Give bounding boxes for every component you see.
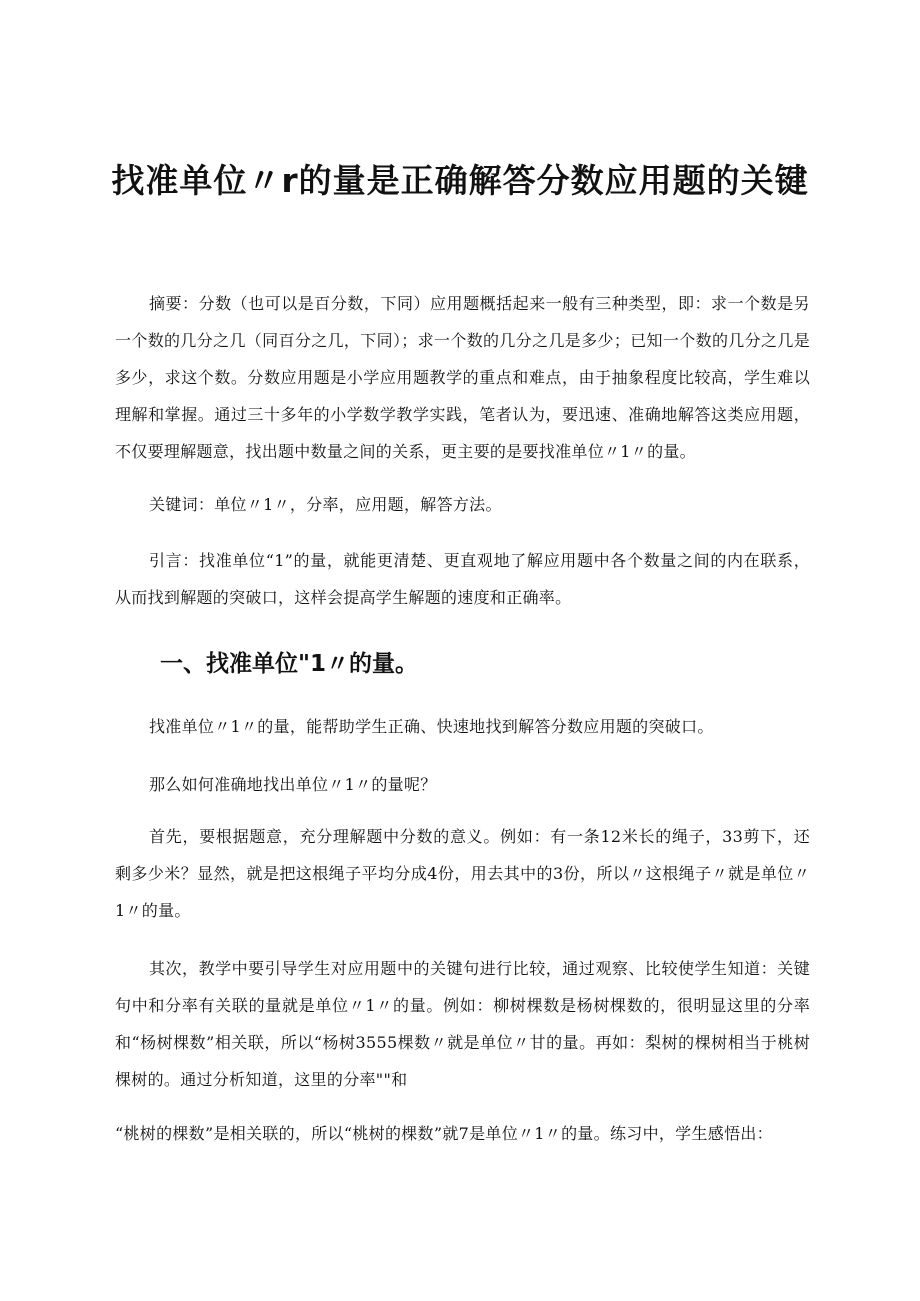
body-paragraph-5: “桃树的棵数”是相关联的，所以“桃树的棵数”就7是单位〃1〃的量。练习中，学生感悟出： — [115, 1124, 773, 1143]
body-paragraph-3: 首先，要根据题意，充分理解题中分数的意义。例如：有一条12米长的绳子，33剪下，还剩多少米？显然，就是把这根绳子平均分成4份，用去其中的3份，所以〃这根绳子〃就是单位〃1〃的量。 — [115, 827, 810, 920]
intro-paragraph: 引言：找准单位“1”的量，就能更清楚、更直观地了解应用题中各个数量之间的内在联系，从而找到解题的突破口，这样会提高学生解题的速度和正确率。 — [115, 551, 810, 607]
document-title: 找准单位〃r的量是正确解答分数应用题的关键 — [111, 161, 809, 200]
body-paragraph-2: 那么如何准确地找出单位〃1〃的量呢？ — [149, 775, 437, 794]
body-paragraph-1: 找准单位〃1〃的量，能帮助学生正确、快速地找到解答分数应用题的突破口。 — [149, 717, 714, 736]
body-paragraph-4: 其次，教学中要引导学生对应用题中的关键句进行比较，通过观察、比较使学生知道：关键句中和分率有关联的量就是单位〃1〃的量。例如：柳树棵数是杨树棵数的，很明显这里的分率和“杨树棵数”相关联，所以“杨树3555棵数〃就是单位〃甘的量。再如：梨树的棵树相当于桃树棵树的。通过分析知道，这里的分率""和 — [115, 959, 810, 1089]
keywords-line: 关键词：单位〃1〃，分率，应用题，解答方法。 — [149, 495, 502, 514]
section-heading-1: 一、找准单位"1〃的量。 — [160, 651, 418, 677]
abstract-paragraph: 摘要：分数（也可以是百分数，下同）应用题概括起来一般有三种类型，即：求一个数是另一个数的几分之几（同百分之几，下同）；求一个数的几分之几是多少；已知一个数的几分之几是多少，求这个数。分数应用题是小学应用题教学的重点和难点，由于抽象程度比较高，学生难以理解和掌握。通过三十多年的小学数学教学实践，笔者认为，要迅速、准确地解答这类应用题，不仅要理解题意，找出题中数量之间的关系，更主要的是要找准单位〃1〃的量。 — [115, 294, 810, 461]
